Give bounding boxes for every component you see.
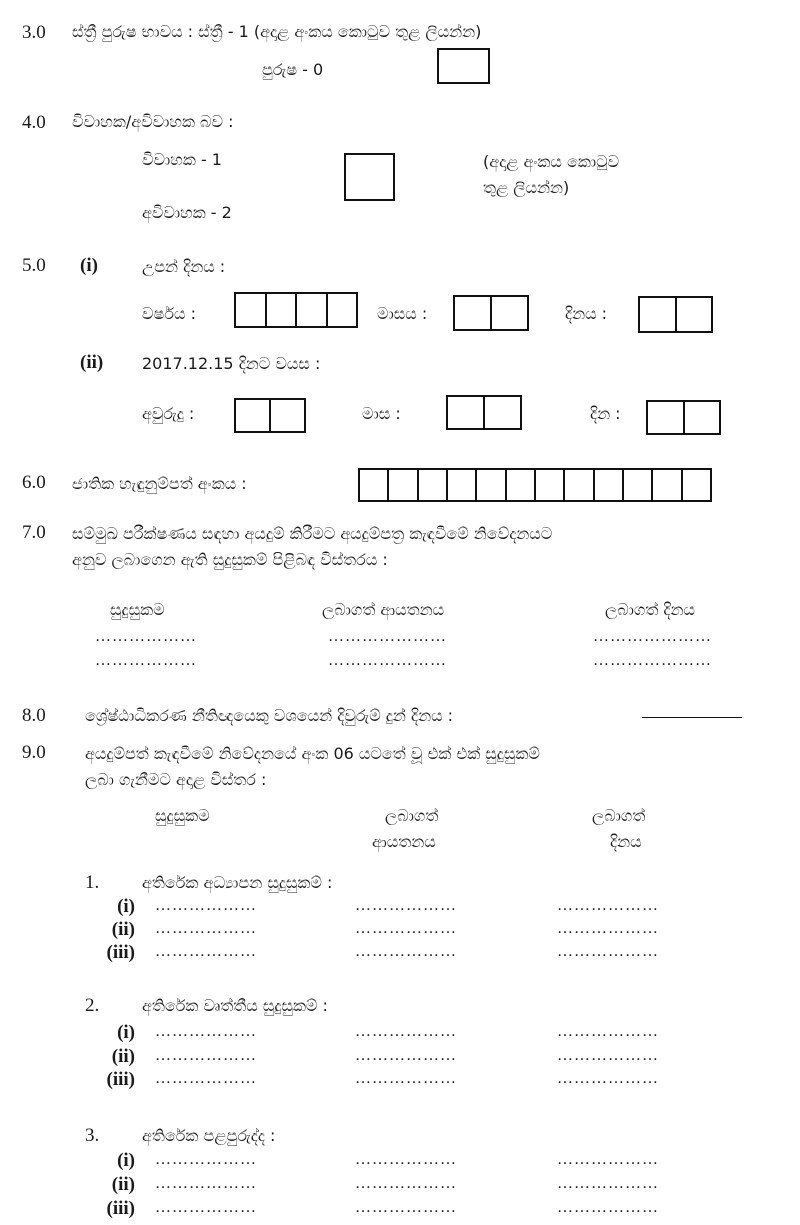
- s7-col-date: ලබාගත් දිනය: [605, 600, 696, 619]
- g1-qual-3[interactable]: ………………: [155, 943, 257, 960]
- section-3-number: 3.0: [22, 22, 46, 43]
- group-1-number: 1.: [85, 872, 100, 893]
- s7-field-qualification-1[interactable]: ………………: [95, 628, 197, 645]
- oath-date-label: ශ්‍රේෂ්ඨාධිකරණ නීතිඥයෙකු වශයෙන් දිවුරුම් දුන් දිනය :: [85, 706, 454, 725]
- group-1-roman-i: (i): [117, 896, 135, 917]
- g1-date-3[interactable]: ………………: [557, 943, 659, 960]
- g3-qual-3[interactable]: ………………: [155, 1199, 257, 1216]
- s9-col-date-a: ලබාගත්: [592, 806, 646, 825]
- g3-inst-1[interactable]: ………………: [355, 1151, 457, 1168]
- g3-inst-2[interactable]: ………………: [355, 1175, 457, 1192]
- g1-inst-2[interactable]: ………………: [355, 920, 457, 937]
- g2-qual-3[interactable]: ………………: [155, 1070, 257, 1087]
- g2-qual-1[interactable]: ………………: [155, 1023, 257, 1040]
- group-3-number: 3.: [85, 1125, 100, 1146]
- s7-text-line2: අනුව ලබාගෙන ඇති සුදුසුකම් පිළිබඳ විස්තරය :: [72, 550, 388, 569]
- group-2-title: අතිරේක වෘත්තීය සුදුසුකම් :: [142, 996, 328, 1015]
- g2-date-2[interactable]: ………………: [557, 1047, 659, 1064]
- g1-inst-3[interactable]: ………………: [355, 943, 457, 960]
- group-2-roman-i: (i): [117, 1022, 135, 1043]
- group-1-roman-ii: (ii): [111, 919, 135, 940]
- marital-note-line1: (අදාළ අංකය කොටුව: [483, 152, 620, 171]
- age-days-boxes[interactable]: [646, 400, 721, 435]
- nic-label: ජාතික හැඳුනුම්පත් අංකය :: [72, 474, 247, 493]
- marital-status-label: විවාහක/අවිවාහක බව :: [72, 112, 234, 131]
- s9-text-line1: අයදුම්පත් කැඳවීමේ නිවේදනයේ අංක 06 යටතේ වූ එක් එක් සුදුසුකම්: [85, 744, 540, 763]
- nic-boxes[interactable]: [358, 468, 712, 502]
- unmarried-option: අවිවාහක - 2: [142, 203, 232, 222]
- g2-date-3[interactable]: ………………: [557, 1070, 659, 1087]
- s9-text-line2: ලබා ගැනීමට අදාළ විස්තර :: [85, 770, 267, 789]
- s7-col-qualification: සුදුසුකම: [110, 600, 165, 619]
- s9-col-date-b: දිනය: [610, 832, 642, 851]
- g1-date-2[interactable]: ………………: [557, 920, 659, 937]
- s9-col-institution-a: ලබාගත්: [385, 806, 439, 825]
- section-9-number: 9.0: [22, 742, 46, 763]
- age-months-boxes[interactable]: [446, 395, 522, 430]
- age-days-label: දින :: [590, 404, 621, 423]
- group-3-title: අතිරේක පළපුරුද්ද :: [142, 1126, 276, 1145]
- sub-i-marker: (i): [80, 255, 98, 276]
- section-5-number: 5.0: [22, 255, 46, 276]
- g1-qual-1[interactable]: ………………: [155, 897, 257, 914]
- age-months-label: මාස :: [362, 404, 401, 423]
- group-2-roman-ii: (ii): [111, 1046, 135, 1067]
- g1-qual-2[interactable]: ………………: [155, 920, 257, 937]
- marital-note-line2: තුළ ලියන්න): [483, 178, 570, 197]
- s7-field-date-1[interactable]: …………………: [593, 628, 712, 645]
- section-6-number: 6.0: [22, 472, 46, 493]
- g2-inst-2[interactable]: ………………: [355, 1047, 457, 1064]
- g3-date-2[interactable]: ………………: [557, 1175, 659, 1192]
- sub-ii-marker: (ii): [80, 352, 104, 373]
- s7-field-institution-1[interactable]: …………………: [328, 628, 447, 645]
- day-boxes[interactable]: [638, 296, 713, 333]
- month-boxes[interactable]: [453, 295, 529, 331]
- g3-date-3[interactable]: ………………: [557, 1199, 659, 1216]
- g3-qual-1[interactable]: ………………: [155, 1151, 257, 1168]
- month-label: මාසය :: [377, 304, 428, 323]
- section-7-number: 7.0: [22, 522, 46, 543]
- s7-col-institution: ලබාගත් ආයතනය: [322, 600, 445, 619]
- gender-male-option: පුරුෂ - 0: [262, 60, 324, 79]
- g1-date-1[interactable]: ………………: [557, 897, 659, 914]
- g3-qual-2[interactable]: ………………: [155, 1175, 257, 1192]
- s9-col-qualification: සුදුසුකම: [155, 806, 210, 825]
- group-3-roman-iii: (iii): [106, 1198, 135, 1219]
- dob-label: උපන් දිනය :: [142, 257, 226, 276]
- marital-status-box[interactable]: [344, 153, 395, 201]
- g3-date-1[interactable]: ………………: [557, 1151, 659, 1168]
- section-8-number: 8.0: [22, 705, 46, 726]
- age-label: 2017.12.15 දිනට වයස :: [142, 354, 321, 373]
- section-4-number: 4.0: [22, 112, 46, 133]
- s7-text-line1: සම්මුඛ පරීක්ෂණය සඳහා අයදුම් කිරීමට අයදුම්පත්‍ර කැඳවීමේ නිවේදනයට: [72, 524, 553, 543]
- g2-inst-1[interactable]: ………………: [355, 1023, 457, 1040]
- age-years-label: අවුරුදු :: [142, 404, 195, 423]
- group-2-roman-iii: (iii): [106, 1069, 135, 1090]
- day-label: දිනය :: [565, 304, 608, 323]
- group-1-roman-iii: (iii): [106, 942, 135, 963]
- group-3-roman-ii: (ii): [111, 1174, 135, 1195]
- oath-date-line[interactable]: [642, 717, 742, 718]
- g2-qual-2[interactable]: ………………: [155, 1047, 257, 1064]
- married-option: විවාහක - 1: [142, 150, 222, 169]
- s7-field-institution-2[interactable]: …………………: [328, 652, 447, 669]
- age-years-boxes[interactable]: [234, 398, 306, 433]
- group-2-number: 2.: [85, 995, 100, 1016]
- year-label: වර්ෂය :: [142, 304, 196, 323]
- g2-date-1[interactable]: ………………: [557, 1023, 659, 1040]
- gender-box[interactable]: [437, 48, 490, 84]
- s9-col-institution-b: ආයතනය: [372, 832, 436, 851]
- s7-field-qualification-2[interactable]: ………………: [95, 652, 197, 669]
- g3-inst-3[interactable]: ………………: [355, 1199, 457, 1216]
- g2-inst-3[interactable]: ………………: [355, 1070, 457, 1087]
- group-1-title: අතිරේක අධ්‍යාපන සුදුසුකම් :: [142, 873, 333, 892]
- year-boxes[interactable]: [234, 292, 358, 328]
- gender-label: ස්ත්‍රී පුරුෂ භාවය : ස්ත්‍රී - 1 (අදාළ අංකය කොටුව තුළ ලියන්න): [72, 22, 482, 41]
- g1-inst-1[interactable]: ………………: [355, 897, 457, 914]
- group-3-roman-i: (i): [117, 1150, 135, 1171]
- s7-field-date-2[interactable]: …………………: [593, 652, 712, 669]
